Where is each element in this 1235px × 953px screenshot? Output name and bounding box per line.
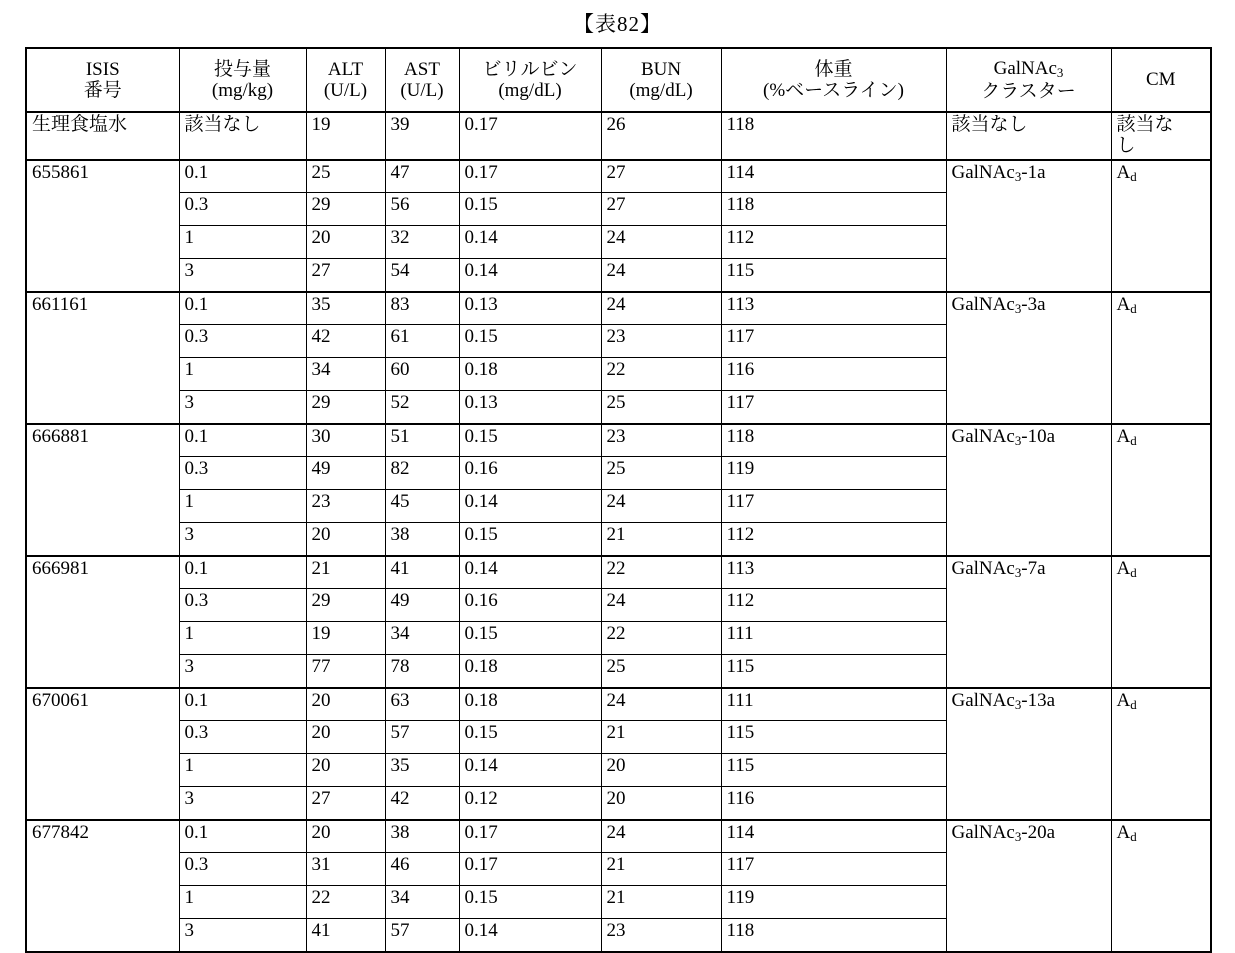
cell-ast: 38 xyxy=(385,523,459,556)
cell-alt: 49 xyxy=(306,457,385,490)
cell-ast: 54 xyxy=(385,259,459,292)
cell-galnac-cluster: GalNAc$_3$-1a xyxy=(946,160,1111,292)
column-header-ast xyxy=(385,48,459,112)
cell-dose: 3 xyxy=(179,787,306,820)
cell-isis-number: 655861 xyxy=(26,160,179,292)
cell-body-weight: 112 xyxy=(721,226,946,259)
table-row xyxy=(26,292,1211,325)
cell-bilirubin: 0.17 xyxy=(459,160,601,193)
cm-subscript: d xyxy=(1130,300,1137,316)
cell-body-weight: 111 xyxy=(721,688,946,721)
cell-alt: 41 xyxy=(306,919,385,952)
cell-alt: 20 xyxy=(306,226,385,259)
header-line-2: クラスター xyxy=(981,80,1076,102)
cell-bilirubin: 0.14 xyxy=(459,490,601,523)
cell-ast: 49 xyxy=(385,589,459,622)
table-row xyxy=(26,820,1211,853)
cell-ast: 60 xyxy=(385,358,459,391)
cell-dose: 1 xyxy=(179,490,306,523)
cell-body-weight: 112 xyxy=(721,523,946,556)
cell-bilirubin: 0.15 xyxy=(459,523,601,556)
header-line-1: ISIS xyxy=(85,58,120,80)
cell-bun: 27 xyxy=(601,160,721,193)
galnac-text: GalNAc xyxy=(993,58,1057,80)
cell-bilirubin: 0.15 xyxy=(459,886,601,919)
cell-alt: 19 xyxy=(306,112,385,160)
cell-bilirubin: 0.18 xyxy=(459,688,601,721)
cell-ast: 47 xyxy=(385,160,459,193)
galnac-subscript: 3 xyxy=(1014,432,1022,448)
cell-dose: 該当なし xyxy=(179,112,306,160)
cm-subscript: d xyxy=(1130,564,1137,580)
cell-ast: 32 xyxy=(385,226,459,259)
cell-isis-number: 666981 xyxy=(26,556,179,688)
cell-bun: 25 xyxy=(601,457,721,490)
table-row xyxy=(26,112,1211,160)
cell-isis-number: 670061 xyxy=(26,688,179,820)
header-line-1: ALT xyxy=(327,58,364,80)
cell-ast: 38 xyxy=(385,820,459,853)
cell-body-weight: 118 xyxy=(721,193,946,226)
cell-galnac-cluster: GalNAc$_3$-20a xyxy=(946,820,1111,952)
cell-body-weight: 118 xyxy=(721,919,946,952)
cell-bilirubin: 0.17 xyxy=(459,112,601,160)
cell-bilirubin: 0.16 xyxy=(459,457,601,490)
cell-bilirubin: 0.15 xyxy=(459,424,601,457)
cell-alt: 77 xyxy=(306,655,385,688)
cell-bilirubin: 0.14 xyxy=(459,556,601,589)
cell-dose: 1 xyxy=(179,226,306,259)
cell-dose: 3 xyxy=(179,391,306,424)
table-caption: 【表82】 xyxy=(573,12,662,36)
cell-bun: 22 xyxy=(601,622,721,655)
cell-galnac-cluster: GalNAc$_3$-13a xyxy=(946,688,1111,820)
cell-dose: 0.3 xyxy=(179,589,306,622)
cell-bilirubin: 0.15 xyxy=(459,325,601,358)
cell-bilirubin: 0.12 xyxy=(459,787,601,820)
cell-bun: 23 xyxy=(601,919,721,952)
table-row xyxy=(26,424,1211,457)
cell-alt: 22 xyxy=(306,886,385,919)
cell-ast: 82 xyxy=(385,457,459,490)
cell-isis-number: 生理食塩水 xyxy=(26,112,179,160)
cell-galnac-cluster: GalNAc$_3$-7a xyxy=(946,556,1111,688)
cell-bilirubin: 0.16 xyxy=(459,589,601,622)
cell-body-weight: 114 xyxy=(721,160,946,193)
cell-bun: 27 xyxy=(601,193,721,226)
cell-body-weight: 118 xyxy=(721,424,946,457)
header-line-1: CM xyxy=(1145,69,1176,91)
cell-bun: 21 xyxy=(601,886,721,919)
header-line-2: 番号 xyxy=(83,80,122,101)
cell-ast: 78 xyxy=(385,655,459,688)
galnac-subscript: 3 xyxy=(1014,168,1022,184)
cell-alt: 20 xyxy=(306,754,385,787)
cell-ast: 35 xyxy=(385,754,459,787)
cell-bilirubin: 0.18 xyxy=(459,358,601,391)
cell-alt: 25 xyxy=(306,160,385,193)
cm-subscript: d xyxy=(1130,168,1137,184)
cell-ast: 61 xyxy=(385,325,459,358)
galnac-subscript: 3 xyxy=(1014,696,1022,712)
cell-isis-number: 677842 xyxy=(26,820,179,952)
column-header-dose xyxy=(179,48,306,112)
cell-alt: 31 xyxy=(306,853,385,886)
cell-ast: 34 xyxy=(385,886,459,919)
cell-bilirubin: 0.18 xyxy=(459,655,601,688)
cell-body-weight: 115 xyxy=(721,259,946,292)
cell-dose: 3 xyxy=(179,919,306,952)
cell-bilirubin: 0.14 xyxy=(459,259,601,292)
header-line-1: AST xyxy=(404,58,440,80)
cell-alt: 20 xyxy=(306,721,385,754)
cell-body-weight: 119 xyxy=(721,457,946,490)
cm-subscript: d xyxy=(1130,696,1137,712)
cell-bilirubin: 0.14 xyxy=(459,754,601,787)
cell-body-weight: 115 xyxy=(721,754,946,787)
header-line-1: BUN xyxy=(640,58,682,80)
cell-ast: 41 xyxy=(385,556,459,589)
cell-alt: 27 xyxy=(306,259,385,292)
cell-bun: 24 xyxy=(601,259,721,292)
lab-results-table xyxy=(25,47,1212,953)
cell-bilirubin: 0.15 xyxy=(459,721,601,754)
cell-body-weight: 116 xyxy=(721,358,946,391)
column-header-body-weight xyxy=(721,48,946,112)
table-row xyxy=(26,688,1211,721)
cell-body-weight: 116 xyxy=(721,787,946,820)
cell-dose: 0.3 xyxy=(179,325,306,358)
cell-ast: 83 xyxy=(385,292,459,325)
cell-bun: 20 xyxy=(601,787,721,820)
cell-dose: 1 xyxy=(179,754,306,787)
cell-alt: 20 xyxy=(306,523,385,556)
cell-bilirubin: 0.13 xyxy=(459,292,601,325)
header-line-2: (mg/kg) xyxy=(211,80,274,101)
header-line-2: (mg/dL) xyxy=(498,80,562,101)
galnac-subscript: 3 xyxy=(1014,564,1022,580)
header-line-1: ビリルビン xyxy=(482,58,578,80)
cell-bun: 23 xyxy=(601,325,721,358)
cell-dose: 1 xyxy=(179,886,306,919)
cell-cm: $A_d$ xyxy=(1111,424,1211,556)
column-header-bilirubin xyxy=(459,48,601,112)
cell-dose: 0.1 xyxy=(179,292,306,325)
cell-body-weight: 119 xyxy=(721,886,946,919)
cell-bilirubin: 0.15 xyxy=(459,193,601,226)
cell-dose: 1 xyxy=(179,622,306,655)
cell-ast: 57 xyxy=(385,919,459,952)
cell-alt: 27 xyxy=(306,787,385,820)
cell-bun: 21 xyxy=(601,853,721,886)
cell-alt: 29 xyxy=(306,589,385,622)
cell-ast: 45 xyxy=(385,490,459,523)
cell-bun: 25 xyxy=(601,391,721,424)
cell-ast: 63 xyxy=(385,688,459,721)
cell-isis-number: 666881 xyxy=(26,424,179,556)
cell-dose: 0.3 xyxy=(179,721,306,754)
cell-cm: $A_d$ xyxy=(1111,160,1211,292)
cell-dose: 0.1 xyxy=(179,424,306,457)
cell-dose: 3 xyxy=(179,259,306,292)
cell-galnac-cluster: GalNAc$_3$-3a xyxy=(946,292,1111,424)
table-row xyxy=(26,160,1211,193)
cell-cm: $A_d$ xyxy=(1111,292,1211,424)
cell-alt: 23 xyxy=(306,490,385,523)
column-header-bun xyxy=(601,48,721,112)
cell-ast: 56 xyxy=(385,193,459,226)
cell-alt: 30 xyxy=(306,424,385,457)
cell-alt: 29 xyxy=(306,193,385,226)
cell-body-weight: 115 xyxy=(721,721,946,754)
cell-bun: 22 xyxy=(601,358,721,391)
header-line-2: (U/L) xyxy=(400,80,444,101)
column-header-alt xyxy=(306,48,385,112)
header-line-1 xyxy=(950,58,1108,80)
cell-alt: 20 xyxy=(306,688,385,721)
cell-bilirubin: 0.13 xyxy=(459,391,601,424)
cell-bun: 24 xyxy=(601,820,721,853)
cell-isis-number: 661161 xyxy=(26,292,179,424)
cell-ast: 46 xyxy=(385,853,459,886)
header-line-2: (U/L) xyxy=(323,80,368,101)
cell-body-weight: 111 xyxy=(721,622,946,655)
cell-alt: 29 xyxy=(306,391,385,424)
cell-bun: 20 xyxy=(601,754,721,787)
cell-bilirubin: 0.14 xyxy=(459,919,601,952)
cell-ast: 51 xyxy=(385,424,459,457)
cell-body-weight: 117 xyxy=(721,325,946,358)
cell-dose: 0.1 xyxy=(179,820,306,853)
column-header-cm xyxy=(1111,48,1211,112)
cell-dose: 0.1 xyxy=(179,688,306,721)
cell-bun: 25 xyxy=(601,655,721,688)
cell-body-weight: 117 xyxy=(721,490,946,523)
cell-alt: 35 xyxy=(306,292,385,325)
cell-bilirubin: 0.14 xyxy=(459,226,601,259)
cell-dose: 3 xyxy=(179,523,306,556)
cell-body-weight: 113 xyxy=(721,556,946,589)
cell-ast: 52 xyxy=(385,391,459,424)
cell-dose: 0.1 xyxy=(179,160,306,193)
cell-dose: 1 xyxy=(179,358,306,391)
cell-body-weight: 117 xyxy=(721,391,946,424)
header-row xyxy=(26,48,1211,112)
cell-bilirubin: 0.17 xyxy=(459,853,601,886)
cell-body-weight: 114 xyxy=(721,820,946,853)
galnac-subscript: 3 xyxy=(1014,300,1022,316)
cell-dose: 0.1 xyxy=(179,556,306,589)
cell-bun: 24 xyxy=(601,490,721,523)
cell-cm: $A_d$ xyxy=(1111,556,1211,688)
column-header-isis xyxy=(26,48,179,112)
cell-body-weight: 112 xyxy=(721,589,946,622)
header-line-2: (%ベースライン) xyxy=(763,80,904,101)
header-line-1: 投与量 xyxy=(213,58,271,80)
cell-dose: 3 xyxy=(179,655,306,688)
cell-bun: 26 xyxy=(601,112,721,160)
cell-galnac-cluster: GalNAc$_3$-10a xyxy=(946,424,1111,556)
cell-alt: 19 xyxy=(306,622,385,655)
cell-bun: 24 xyxy=(601,226,721,259)
header-line-1: 体重 xyxy=(814,58,853,80)
cell-body-weight: 115 xyxy=(721,655,946,688)
cell-bun: 24 xyxy=(601,688,721,721)
galnac-subscript: 3 xyxy=(1014,828,1022,844)
cell-alt: 34 xyxy=(306,358,385,391)
column-header-galnac-cluster xyxy=(946,48,1111,112)
cell-bilirubin: 0.17 xyxy=(459,820,601,853)
table-body xyxy=(26,112,1211,952)
cell-cm: 該当な し xyxy=(1111,112,1211,160)
cell-dose: 0.3 xyxy=(179,853,306,886)
cell-dose: 0.3 xyxy=(179,193,306,226)
cell-galnac-cluster: 該当なし xyxy=(946,112,1111,160)
table-container xyxy=(25,47,1210,953)
cell-dose: 0.3 xyxy=(179,457,306,490)
cell-alt: 21 xyxy=(306,556,385,589)
table-header xyxy=(26,48,1211,112)
cell-ast: 39 xyxy=(385,112,459,160)
cell-bun: 23 xyxy=(601,424,721,457)
cell-ast: 34 xyxy=(385,622,459,655)
table-row xyxy=(26,556,1211,589)
cell-cm: $A_d$ xyxy=(1111,688,1211,820)
cell-bun: 24 xyxy=(601,589,721,622)
cell-cm: $A_d$ xyxy=(1111,820,1211,952)
galnac-subscript: 3 xyxy=(1056,65,1064,81)
cm-subscript: d xyxy=(1130,432,1137,448)
cell-bun: 22 xyxy=(601,556,721,589)
header-line-2: (mg/dL) xyxy=(629,80,693,101)
cell-bun: 21 xyxy=(601,523,721,556)
cm-subscript: d xyxy=(1130,828,1137,844)
cell-body-weight: 117 xyxy=(721,853,946,886)
cell-alt: 20 xyxy=(306,820,385,853)
cell-body-weight: 118 xyxy=(721,112,946,160)
cell-alt: 42 xyxy=(306,325,385,358)
cell-ast: 57 xyxy=(385,721,459,754)
cell-bilirubin: 0.15 xyxy=(459,622,601,655)
cell-body-weight: 113 xyxy=(721,292,946,325)
cell-bun: 24 xyxy=(601,292,721,325)
cell-bun: 21 xyxy=(601,721,721,754)
cell-ast: 42 xyxy=(385,787,459,820)
